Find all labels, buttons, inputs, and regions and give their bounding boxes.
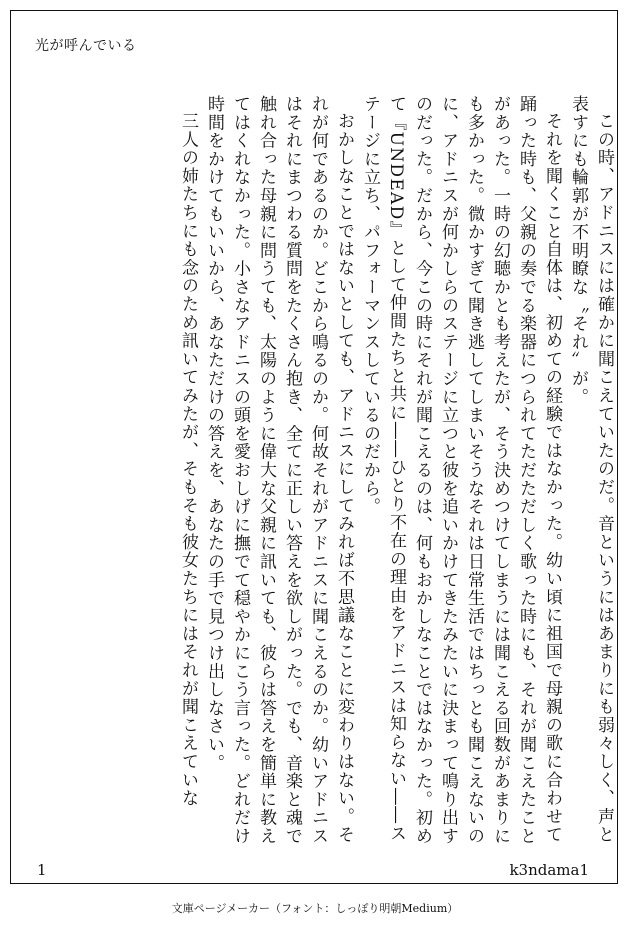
paragraph-4: 三人の姉たちにも念のため訊いてみたが、そもそも彼女たちにはそれが聞こえていな (178, 112, 198, 808)
author-name: k3ndama1 (509, 861, 589, 879)
footer-credit: 文庫ページメーカー（フォント：しっぽり明朝Medium） (171, 902, 459, 915)
paragraph-1: この時、アドニスには確かに聞こえていたのだ。音というにはあまりにも弱々しく、声と表すにも輪郭が不明瞭な〝それ〟が。 (568, 95, 614, 844)
page-number: 1 (37, 861, 47, 879)
page-frame (10, 10, 618, 884)
paragraph-2: それを聞くこと自体は、初めての経験ではなかった。幼い頃に祖国で母親の歌に合わせて踊った時も、父親の奏でる楽器につられてただただしく歌った時にも、それが聞こえたことがあった。一時の幻聴かとも考えたが、そう決めつけてしまうには聞こえる回数があまりにも多かった。微かすぎて聞き逃してしまいそうなそれは日常生活ではちっとも聞こえないのに、アドニスが何かしらのステージに立つと彼を追いかけてきたみたいに決まって鳴り出すのだった。だから、今この時にそれが聞こえるのは、何もおかしなことではなかった。初めて『UNDEAD』として仲間たちと共に――ひとり不在の理由をアドニスは知らない――ステージに立ち、パフォーマンスしているのだから。 (360, 95, 562, 846)
body-text (41, 95, 617, 851)
paragraph-3: おかしなことではないとしても、アドニスにしてみれば不思議なことに変わりはない。それが何であるのか。どこから鳴るのか。何故それがアドニスに聞こえるのか。幼いアドニスはそれにまつわる質問をたくさん抱き、全てに正しい答えを欲しがった。でも、音楽と魂で触れ合った母親に問うても、太陽のように偉大な父親に訊いても、彼らは答えを簡単に教えてはくれなかった。小さなアドニスの頭を愛おしげに撫でて穏やかにこう言った。どれだけ時間をかけてもいいから、あなただけの答えを、あなたの手で見つけ出しなさい。 (204, 95, 354, 846)
running-title: 光が呼んでいる (35, 38, 137, 54)
